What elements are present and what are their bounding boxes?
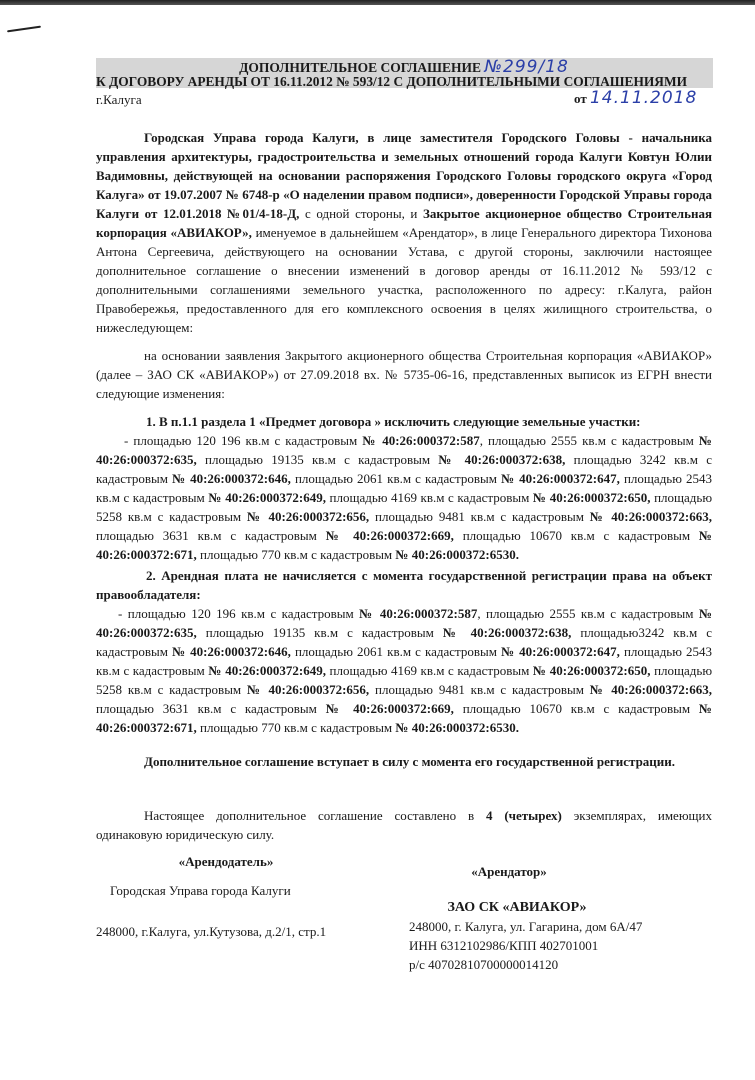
cadastral-number: № 40:26:000372:669, xyxy=(325,701,454,716)
cadastral-number: № 40:26:000372:635, xyxy=(96,433,712,467)
cadastral-number: № 40:26:000372:649, xyxy=(208,490,326,505)
plot-area: площадью 2061 кв.м с кадастровым xyxy=(294,471,497,486)
separator: , xyxy=(479,433,488,448)
cadastral-number: № 40:26:000372:649, xyxy=(208,663,326,678)
item-2-plots xyxy=(96,604,712,737)
document-title: ДОПОЛНИТЕЛЬНОЕ СОГЛАШЕНИЕ №299/18 xyxy=(239,57,569,77)
plot-area: площадью 3631 кв.м с кадастровым xyxy=(96,528,317,543)
plot-area: площадью 3242 кв.м с кадастровым xyxy=(96,452,713,486)
plot-area: площадью 2555 кв.м с кадастровым xyxy=(488,433,694,448)
plot-area: площадью 5258 кв.м с кадастровым xyxy=(96,490,713,524)
lessee-block xyxy=(409,862,719,974)
plot-area: площадью 9481 кв.м с кадастровым xyxy=(375,682,584,697)
separator xyxy=(197,452,205,467)
item-1-plots xyxy=(96,431,712,564)
plot-area: площадью 10670 кв.м с кадастровым xyxy=(462,701,691,716)
lessor-role: «Арендодатель» xyxy=(178,854,274,869)
separator xyxy=(454,528,463,543)
city: г.Калуга xyxy=(96,92,142,107)
plot-area: площадью 19135 кв.м с кадастровым xyxy=(205,452,431,467)
lessee-inn-kpp: ИНН 6312102986/КПП 402701001 xyxy=(409,938,599,953)
lessee-account: р/с 40702810700000014120 xyxy=(409,957,559,972)
plot-area: площадью 3631 кв.м с кадастровым xyxy=(96,701,317,716)
cadastral-number: № 40:26:000372:646, xyxy=(172,471,291,486)
plot-area: площадью 770 кв.м с кадастровым xyxy=(200,720,393,735)
cadastral-number: № 40:26:000372:669, xyxy=(325,528,454,543)
plot-area: площадью 2543 кв.м с кадастровым xyxy=(96,644,713,678)
item-1 xyxy=(96,412,712,564)
plot-area: площадью 19135 кв.м с кадастровым xyxy=(205,625,434,640)
item-2-heading: 2. Арендная плата не начисляется с момента государственной регистрации права на объект правообладателя: xyxy=(96,568,712,602)
preamble: Городская Управа города Калуги, в лице заместителя Городского Головы - начальника управления архитектуры, градостроительства и земельных отношений города Калуги Ковтун Юлии Вадимовны, действующей на основании распоряжения Городского Головы городского округа «Город Калуга» от 19.07.2007 № 6748-р «О наделении правом подписи», доверенности Городской Управы города Калуги от 12.01.2018 №01/4-18-Д, с одной стороны, и Закрытое акционерное общество Строительная корпорация «АВИАКОР», именуемое в дальнейшем «Арендатор», в лице Генерального директора Тихонова Антона Сергеевича, действующего на основании Устава, с другой стороны, заключили настоящее дополнительное соглашение о внесении изменений в договор аренды от 16.11.2012 № 593/12 с дополнительными соглашениями земельного участка, расположенного по адресу: г.Калуга, район Правобережья, предоставленного для его комплексного освоения в целях жилищного строительства, о нижеследующем: xyxy=(96,130,713,335)
handwritten-date: 14.11.2018 xyxy=(589,88,698,108)
lessee-role: «Арендатор» xyxy=(471,864,547,879)
cadastral-number: № 40:26:000372:638, xyxy=(438,452,566,467)
lessee-address: 248000, г. Калуга, ул. Гагарина, дом 6А/47 xyxy=(409,919,643,934)
plot-area: площадью 120 196 кв.м с кадастровым xyxy=(133,433,358,448)
lessee-name: ЗАО СК «АВИАКОР» xyxy=(447,900,587,915)
plot-area: площадью 4169 кв.м с кадастровым xyxy=(329,490,530,505)
separator xyxy=(197,625,206,640)
scan-top-edge xyxy=(0,0,755,5)
plot-area: площадью 4169 кв.м с кадастровым xyxy=(329,663,530,678)
pen-mark xyxy=(7,26,41,33)
lessor-block xyxy=(96,852,396,941)
cadastral-number: № 40:26:000372:647, xyxy=(501,471,620,486)
list-dash: - xyxy=(124,433,134,448)
lessor-name: Городская Управа города Калуги xyxy=(110,883,291,898)
item-2 xyxy=(96,566,712,737)
plot-area: площадью 9481 кв.м с кадастровым xyxy=(375,509,584,524)
basis-paragraph: на основании заявления Закрытого акционерного общества Строительная корпорация «АВИАКОР» (далее – ЗАО СК «АВИАКОР») от 27.09.2018 вх. № 5735-06-16, представленных выписок из ЕГРН внести следующие изменения: xyxy=(96,348,712,401)
cadastral-number: № 40:26:000372:587 xyxy=(362,433,480,448)
plot-area: площадью 5258 кв.м с кадастровым xyxy=(96,663,713,697)
item-1-heading: 1. В п.1.1 раздела 1 «Предмет договора » исключить следующие земельные участки: xyxy=(146,414,641,429)
handwritten-agreement-number: №299/18 xyxy=(484,57,569,77)
cadastral-number: № 40:26:000372:671, xyxy=(96,701,712,735)
document-subtitle: К ДОГОВОРУ АРЕНДЫ ОТ 16.11.2012 № 593/12 С ДОПОЛНИТЕЛЬНЫМИ СОГЛАШЕНИЯМИ xyxy=(96,74,687,89)
cadastral-number: № 40:26:000372:650, xyxy=(532,490,651,505)
cadastral-number: № 40:26:000372:647, xyxy=(501,644,620,659)
plot-area: площадью 770 кв.м с кадастровым xyxy=(200,547,393,562)
cadastral-number: № 40:26:000372:6530. xyxy=(395,720,519,735)
list-dash: - xyxy=(118,606,128,621)
cadastral-number: № 40:26:000372:663, xyxy=(589,509,712,524)
cadastral-number: № 40:26:000372:671, xyxy=(96,528,712,562)
effective-clause: Дополнительное соглашение вступает в силу с момента его государственной регистрации. xyxy=(144,754,676,769)
cadastral-number: № 40:26:000372:638, xyxy=(442,625,572,640)
cadastral-number: № 40:26:000372:650, xyxy=(532,663,651,678)
plot-area: площадью 2543 кв.м с кадастровым xyxy=(96,471,713,505)
cadastral-number: № 40:26:000372:587 xyxy=(359,606,478,621)
plot-area: площадью 120 196 кв.м с кадастровым xyxy=(127,606,354,621)
cadastral-number: № 40:26:000372:6530. xyxy=(395,547,519,562)
copies-clause: Настоящее дополнительное соглашение составлено в 4 (четырех) экземплярах, имеющих одинаковую юридическую силу. xyxy=(96,808,713,842)
plot-area: площадью 2061 кв.м с кадастровым xyxy=(294,644,497,659)
cadastral-number: № 40:26:000372:656, xyxy=(246,509,370,524)
lessor-address: 248000, г.Калуга, ул.Кутузова, д.2/1, стр.1 xyxy=(96,924,327,939)
document-date: от 14.11.2018 xyxy=(574,88,698,108)
plot-area: площадью3242 кв.м с кадастровым xyxy=(96,625,712,659)
separator xyxy=(571,625,580,640)
cadastral-number: № 40:26:000372:663, xyxy=(589,682,712,697)
cadastral-number: № 40:26:000372:646, xyxy=(172,644,291,659)
separator xyxy=(565,452,573,467)
cadastral-number: № 40:26:000372:635, xyxy=(96,606,713,640)
separator: , xyxy=(477,606,487,621)
plot-area: площадью 10670 кв.м с кадастровым xyxy=(462,528,691,543)
separator xyxy=(454,701,463,716)
cadastral-number: № 40:26:000372:656, xyxy=(246,682,370,697)
plot-area: площадью 2555 кв.м с кадастровым xyxy=(486,606,694,621)
